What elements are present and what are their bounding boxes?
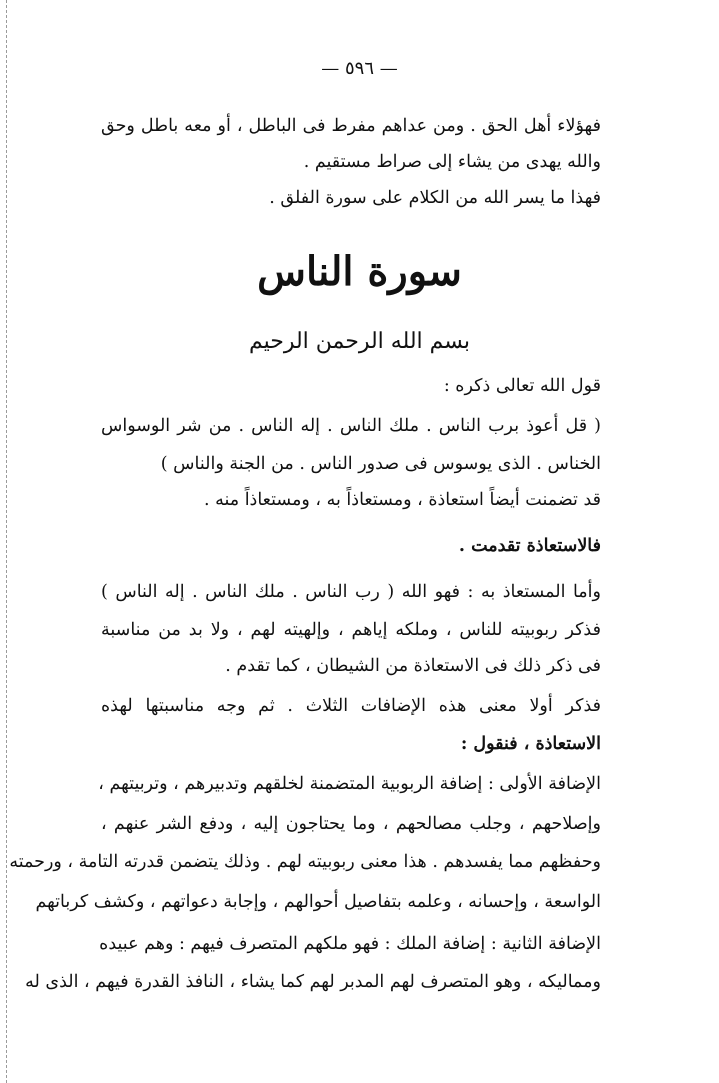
body-line-7: فذكر ربوبيته للناس ، وملكه إياهم ، وإلهيته لهم ، ولا بد من مناسبة [101,620,601,640]
body-line-4: قد تضمنت أيضاً استعاذة ، ومستعاذاً به ، ومستعاذاً منه . [203,490,601,510]
body-line-9: فذكر أولا معنى هذه الإضافات الثلاث . ثم وجه مناسبتها لهذه [101,696,601,716]
body-line-15: الإضافة الثانية : إضافة الملك : فهو ملكهم المتصرف فيهم : وهم عبيده [99,934,601,954]
body-line-12: وإصلاحهم ، وجلب مصالحهم ، وما يحتاجون إليه ، ودفع الشر عنهم ، [101,814,601,834]
body-line-8: فى ذكر ذلك فى الاستعاذة من الشيطان ، كما تقدم . [225,656,601,676]
body-line-3: الخناس . الذى يوسوس فى صدور الناس . من الجنة والناس ) [160,454,601,474]
body-line-10: الاستعاذة ، فنقول : [460,734,601,754]
body-line-14: الواسعة ، وإحسانه ، وعلمه بتفاصيل أحوالهم ، وإجابة دعواتهم ، وكشف كرباتهم [35,892,601,912]
intro-line-3: فهذا ما يسر الله من الكلام على سورة الفلق . [269,188,601,208]
basmala: بسم الله الرحمن الرحيم [248,329,471,354]
body-line-5: فالاستعاذة تقدمت . [458,536,601,556]
intro-line-1: فهؤلاء أهل الحق . ومن عداهم مفرط فى الباطل ، أو معه باطل وحق [101,116,601,136]
surah-title: سورة الناس [257,248,462,295]
page-number: — ٥٩٦ — [321,58,398,79]
intro-line-2: والله يهدى من يشاء إلى صراط مستقيم . [303,152,601,172]
body-line-11: الإضافة الأولى : إضافة الربوبية المتضمنة لخلقهم وتدبيرهم ، وتربيتهم ، [98,774,601,794]
body-line-13: وحفظهم مما يفسدهم . هذا معنى ربوبيته لهم . وذلك يتضمن قدرته التامة ، ورحمته [9,852,601,872]
body-line-16: ومماليكه ، وهو المتصرف لهم المدبر لهم كما يشاء ، النافذ القدرة فيهم ، الذى له [25,972,601,992]
body-line-6: وأما المستعاذ به : فهو الله ( رب الناس . ملك الناس . إله الناس ) [101,582,601,602]
scan-edge-line [6,0,7,1083]
body-line-1: قول الله تعالى ذكره : [443,376,601,396]
body-line-2: ( قل أعوذ برب الناس . ملك الناس . إله الناس . من شر الوسواس [101,416,601,436]
